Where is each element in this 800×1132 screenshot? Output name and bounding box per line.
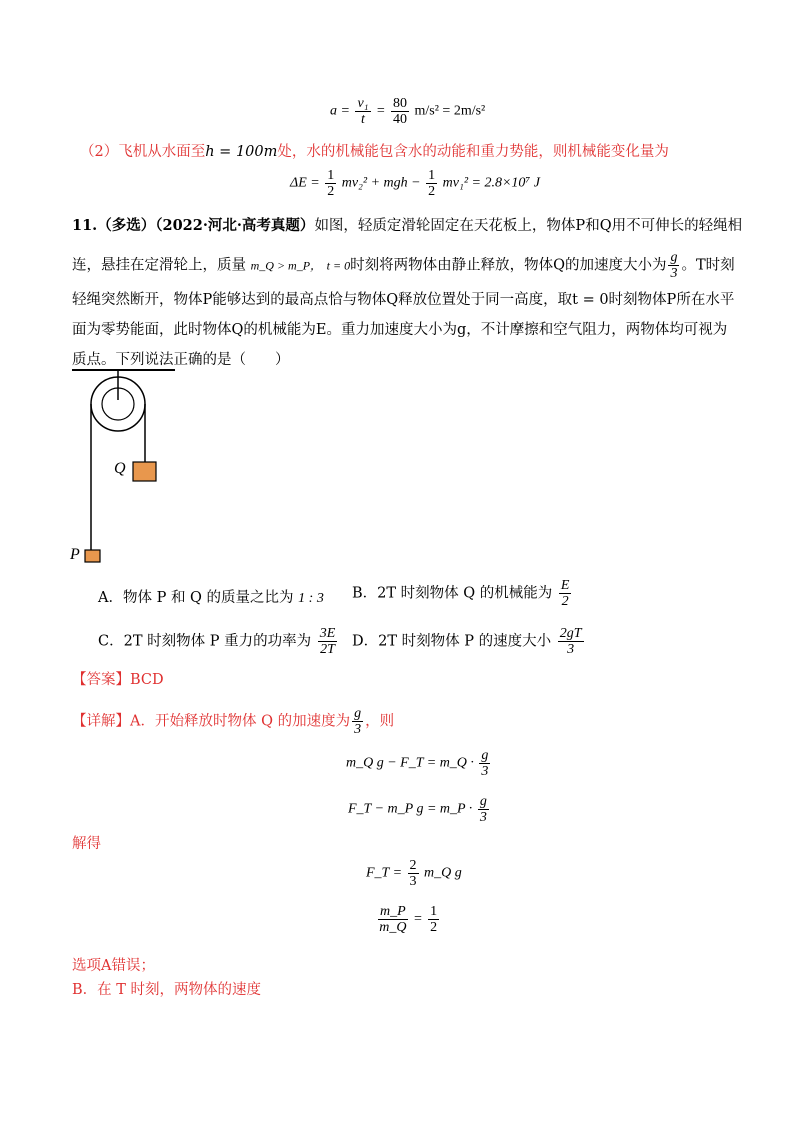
fraction: $\frac{E}{2}$ (560, 578, 570, 609)
option-a-verdict: 选项A错误； (72, 958, 155, 974)
fraction: $\frac{g}{3}$ (670, 250, 678, 281)
equation-acceleration: a = $\frac{\text{v₁}}{t}$ = $\frac{80}{40}$ m/s² = 2m/s² (330, 96, 486, 127)
fraction: $\frac{1}{2}$ (428, 168, 436, 199)
option-b[interactable]: B．2T 时刻物体 Q 的机械能为 $\frac{E}{2}$ (352, 578, 570, 609)
detail-lead: 【详解】A．开始释放时物体 Q 的加速度为 $\frac{g}{3}$ ，则 (72, 706, 395, 737)
block-p (85, 550, 100, 562)
option-c[interactable]: C．2T 时刻物体 P 重力的功率为 $\frac{3E}{2T}$ (98, 626, 336, 657)
fraction: $\frac{80}{40}$ (393, 96, 407, 127)
question-line-4: 面为零势能面，此时物体Q的机械能为E。重力加速度大小为g，不计摩擦和空气阻力，两物体均可视为 (72, 322, 728, 338)
detail-b-line: B．在 T 时刻，两物体的速度 (72, 982, 262, 998)
block-q (133, 462, 156, 481)
fraction: $\frac{\text{v₁}}{t}$ (357, 96, 369, 127)
option-d[interactable]: D．2T 时刻物体 P 的速度大小 $\frac{2gT}{3}$ (352, 626, 582, 657)
eq-lhs: a = (330, 103, 350, 119)
question-line-1: 11.（多选）（2022·河北·高考真题）如图，轻质定滑轮固定在天花板上，物体P和Q用不可伸长的轻绳相 (72, 217, 743, 234)
equation-tension: F_T = $\frac{2}{3}$ m_Q g (366, 858, 462, 889)
fraction: $\frac{1}{2}$ (327, 168, 335, 199)
part2-text: （2）飞机从水面至h = 100m处，水的机械能包含水的动能和重力势能，则机械能变化量为 (80, 144, 669, 160)
question-line-2: 连，悬挂在定滑轮上，质量 m_Q > m_P， t = 0时刻将两物体由静止释放，物体Q的加速度大小为 $\frac{g}{3}$ 。T时刻 (72, 250, 735, 281)
fraction: $\frac{g}{3}$ (354, 706, 362, 737)
equation-energy: ΔE = $\frac{1}{2}$ mv₂² + mgh − $\frac{1}{2}$ mv₁² = 2.8×10⁷ J (290, 168, 540, 199)
fraction: $\frac{3E}{2T}$ (319, 626, 336, 657)
fraction: $\frac{2}{3}$ (409, 858, 417, 889)
equation-mass-ratio: $\frac{m\_P}{m\_Q}$ = $\frac{1}{2}$ (379, 904, 438, 935)
fraction: $\frac{1}{2}$ (430, 904, 438, 935)
label-p: P (70, 546, 80, 563)
fraction: $\frac{m\_P}{m\_Q}$ (379, 904, 407, 935)
answer-text: 【答案】BCD (72, 672, 164, 688)
equation-p-motion: F_T − m_P g = m_P · $\frac{g}{3}$ (348, 794, 487, 825)
solve-label: 解得 (72, 836, 101, 852)
question-line-5: 质点。下列说法正确的是（ ） (72, 352, 290, 368)
question-line-3: 轻绳突然断开，物体P能够达到的最高点恰与物体Q释放位置处于同一高度，取t = 0时刻物体P所在水平 (72, 292, 735, 308)
fraction: $\frac{g}{3}$ (481, 748, 489, 779)
label-q: Q (114, 460, 126, 477)
equation-q-motion: m_Q g − F_T = m_Q · $\frac{g}{3}$ (346, 748, 489, 779)
fraction: $\frac{g}{3}$ (479, 794, 487, 825)
pulley-diagram (60, 362, 200, 572)
option-a[interactable]: A．物体 P 和 Q 的质量之比为 1 : 3 (98, 590, 324, 606)
fraction: $\frac{2gT}{3}$ (559, 626, 582, 657)
